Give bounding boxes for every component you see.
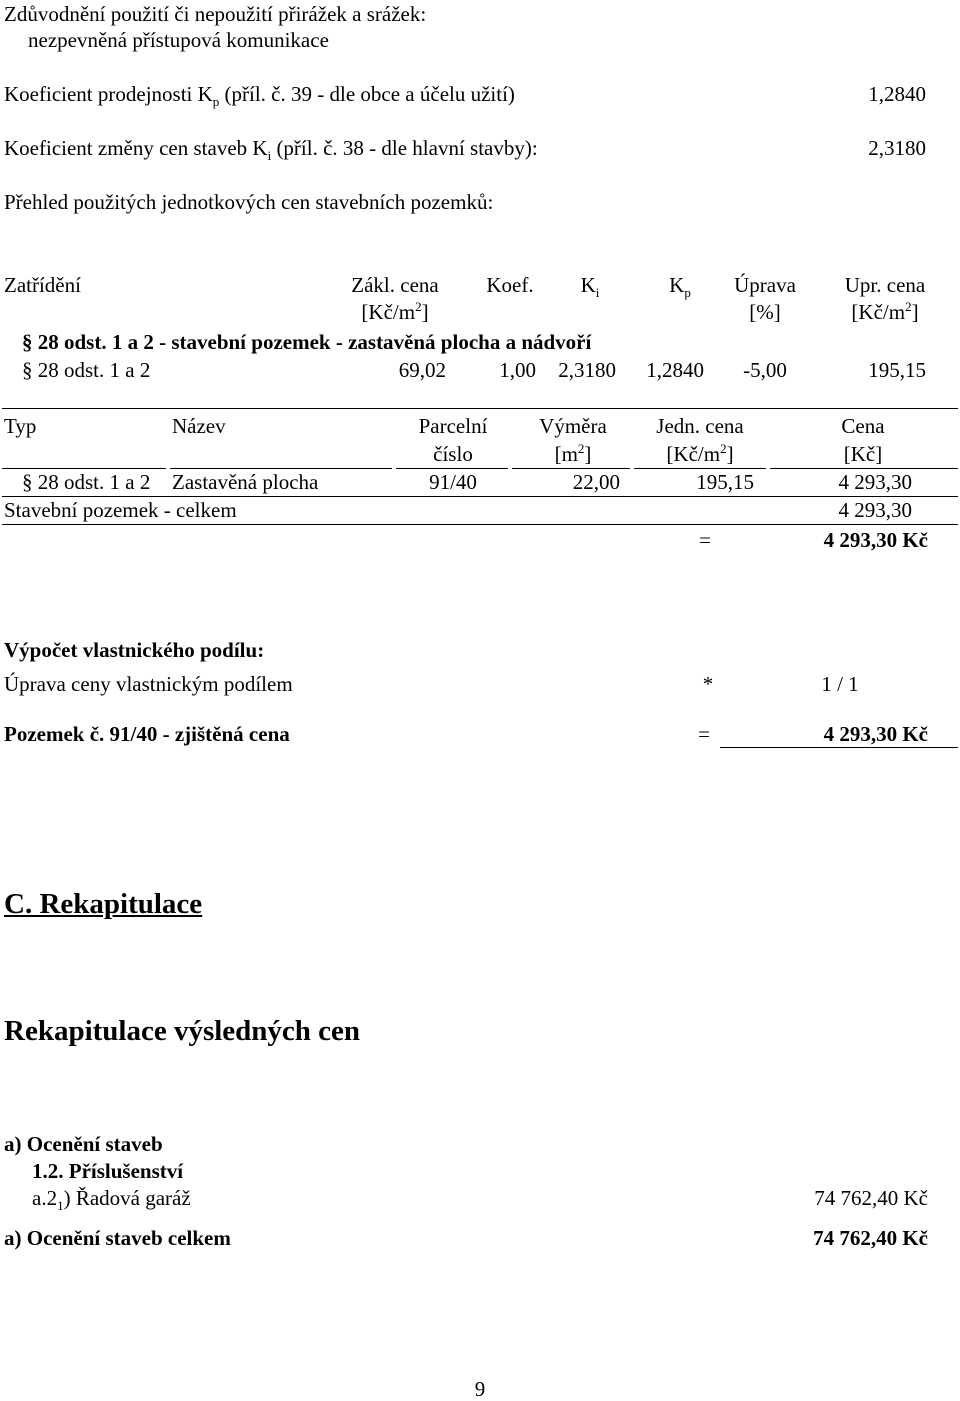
col-header-cena: Cena	[841, 414, 885, 438]
col-header-zakl-unit: $[Kč/m^2]$	[361, 299, 429, 324]
row-rule	[2, 496, 958, 497]
col-header-uprava: Úprava	[734, 273, 796, 297]
land-table-top-rule	[2, 408, 958, 409]
ownership-adjust-label: Úprava ceny vlastnickým podílem	[4, 672, 293, 696]
header-rule	[634, 468, 766, 469]
col-header-zatrideni: Zatřídění	[4, 273, 81, 297]
total-rule	[2, 524, 958, 525]
grand-total-value: 4 293,30 Kč	[823, 528, 928, 552]
price-row-zakl-cena: 69,02	[398, 358, 446, 382]
price-group-row: § 28 odst. 1 a 2 - stavební pozemek - zastavěná plocha a nádvoří	[22, 330, 592, 354]
section-symbol: §	[22, 358, 33, 382]
garage-item-label: $a.2_1$) Řadová garáž	[32, 1186, 191, 1214]
recap-heading: C. Rekapitulace	[4, 888, 203, 920]
land-total-value: 4 293,30	[838, 498, 912, 522]
garage-item-value: 74 762,40 Kč	[814, 1186, 928, 1210]
accessory-label: 1.2. Příslušenství	[32, 1159, 184, 1183]
justification-title: Zdůvodnění použití či nepoužití přirážek a srážek:	[4, 2, 427, 26]
header-rule	[170, 468, 392, 469]
section-symbol: §	[22, 470, 33, 494]
ownership-result-value: 4 293,30 Kč	[823, 722, 928, 746]
col-header-kp: $K_p$	[669, 273, 691, 301]
ownership-adjust-value: 1 / 1	[821, 672, 859, 696]
header-rule	[770, 468, 958, 469]
price-row-label: § 28 odst. 1 a 2	[22, 358, 151, 382]
col-header-nazev: Název	[172, 414, 226, 438]
ownership-adjust-op: *	[702, 672, 714, 696]
kp-coefficient-label: Koeficient prodejnosti $K_p$ (příl. č. 39 - dle obce a účelu užití)	[4, 82, 515, 110]
col-header-upr-unit: $[Kč/m^2]$	[851, 299, 919, 324]
land-row-vymera: 22,00	[572, 470, 620, 494]
buildings-total-label: a) Ocenění staveb celkem	[4, 1226, 231, 1250]
recap-subheading: Rekapitulace výsledných cen	[4, 1015, 361, 1047]
col-header-jedn-unit: $[Kč/m^2]$	[666, 441, 734, 466]
land-row-typ: § 28 odst. 1 a 2	[22, 470, 151, 494]
col-header-ki: $K_i$	[580, 273, 600, 301]
ownership-result-op: =	[698, 722, 710, 746]
col-header-parcelni: Parcelní	[418, 414, 488, 438]
ki-coefficient-label: Koeficient změny cen staveb $K_i$ (příl. č. 38 - dle hlavní stavby):	[4, 136, 538, 164]
col-header-vymera-unit: $[m^2]$	[554, 441, 592, 466]
header-rule	[2, 468, 166, 469]
kp-coefficient-value: 1,2840	[868, 82, 926, 106]
grand-total-equals: =	[699, 528, 711, 552]
ki-coefficient-value: 2,3180	[868, 136, 926, 160]
col-header-zakl-cena: Zákl. cena	[351, 273, 439, 297]
land-row-jedn-cena: 195,15	[696, 470, 754, 494]
price-row-ki: 2,3180	[558, 358, 616, 382]
section-symbol: §	[22, 330, 33, 354]
price-row-uprava: -5,00	[743, 358, 787, 382]
land-row-nazev: Zastavěná plocha	[172, 470, 319, 494]
land-total-label: Stavební pozemek - celkem	[4, 498, 237, 522]
price-row-upr-cena: 195,15	[868, 358, 926, 382]
col-header-cena-unit: [Kč]	[843, 442, 883, 466]
col-header-koef: Koef.	[486, 273, 534, 297]
ownership-result-label: Pozemek č. 91/40 - zjištěná cena	[4, 722, 290, 746]
ownership-title: Výpočet vlastnického podílu:	[4, 638, 265, 662]
col-header-vymera: Výměra	[539, 414, 607, 438]
col-header-upr-cena: Upr. cena	[844, 273, 926, 297]
col-header-jedn-cena: Jedn. cena	[656, 414, 744, 438]
price-row-kp: 1,2840	[646, 358, 704, 382]
price-row-koef: 1,00	[499, 358, 536, 382]
buildings-valuation-title: a) Ocenění staveb	[4, 1132, 163, 1156]
header-rule	[512, 468, 630, 469]
page-number: 9	[474, 1377, 486, 1401]
buildings-total-value: 74 762,40 Kč	[813, 1226, 928, 1250]
col-header-typ: Typ	[4, 414, 37, 438]
land-row-parcelni: 91/40	[429, 470, 477, 494]
col-header-uprava-unit: [%]	[749, 300, 781, 324]
col-header-cislo: číslo	[433, 442, 473, 466]
justification-text: nezpevněná přístupová komunikace	[28, 28, 329, 52]
header-rule	[396, 468, 508, 469]
land-row-cena: 4 293,30	[838, 470, 912, 494]
unit-price-overview-label: Přehled použitých jednotkových cen stavebních pozemků:	[4, 190, 494, 214]
result-underline	[720, 747, 958, 748]
